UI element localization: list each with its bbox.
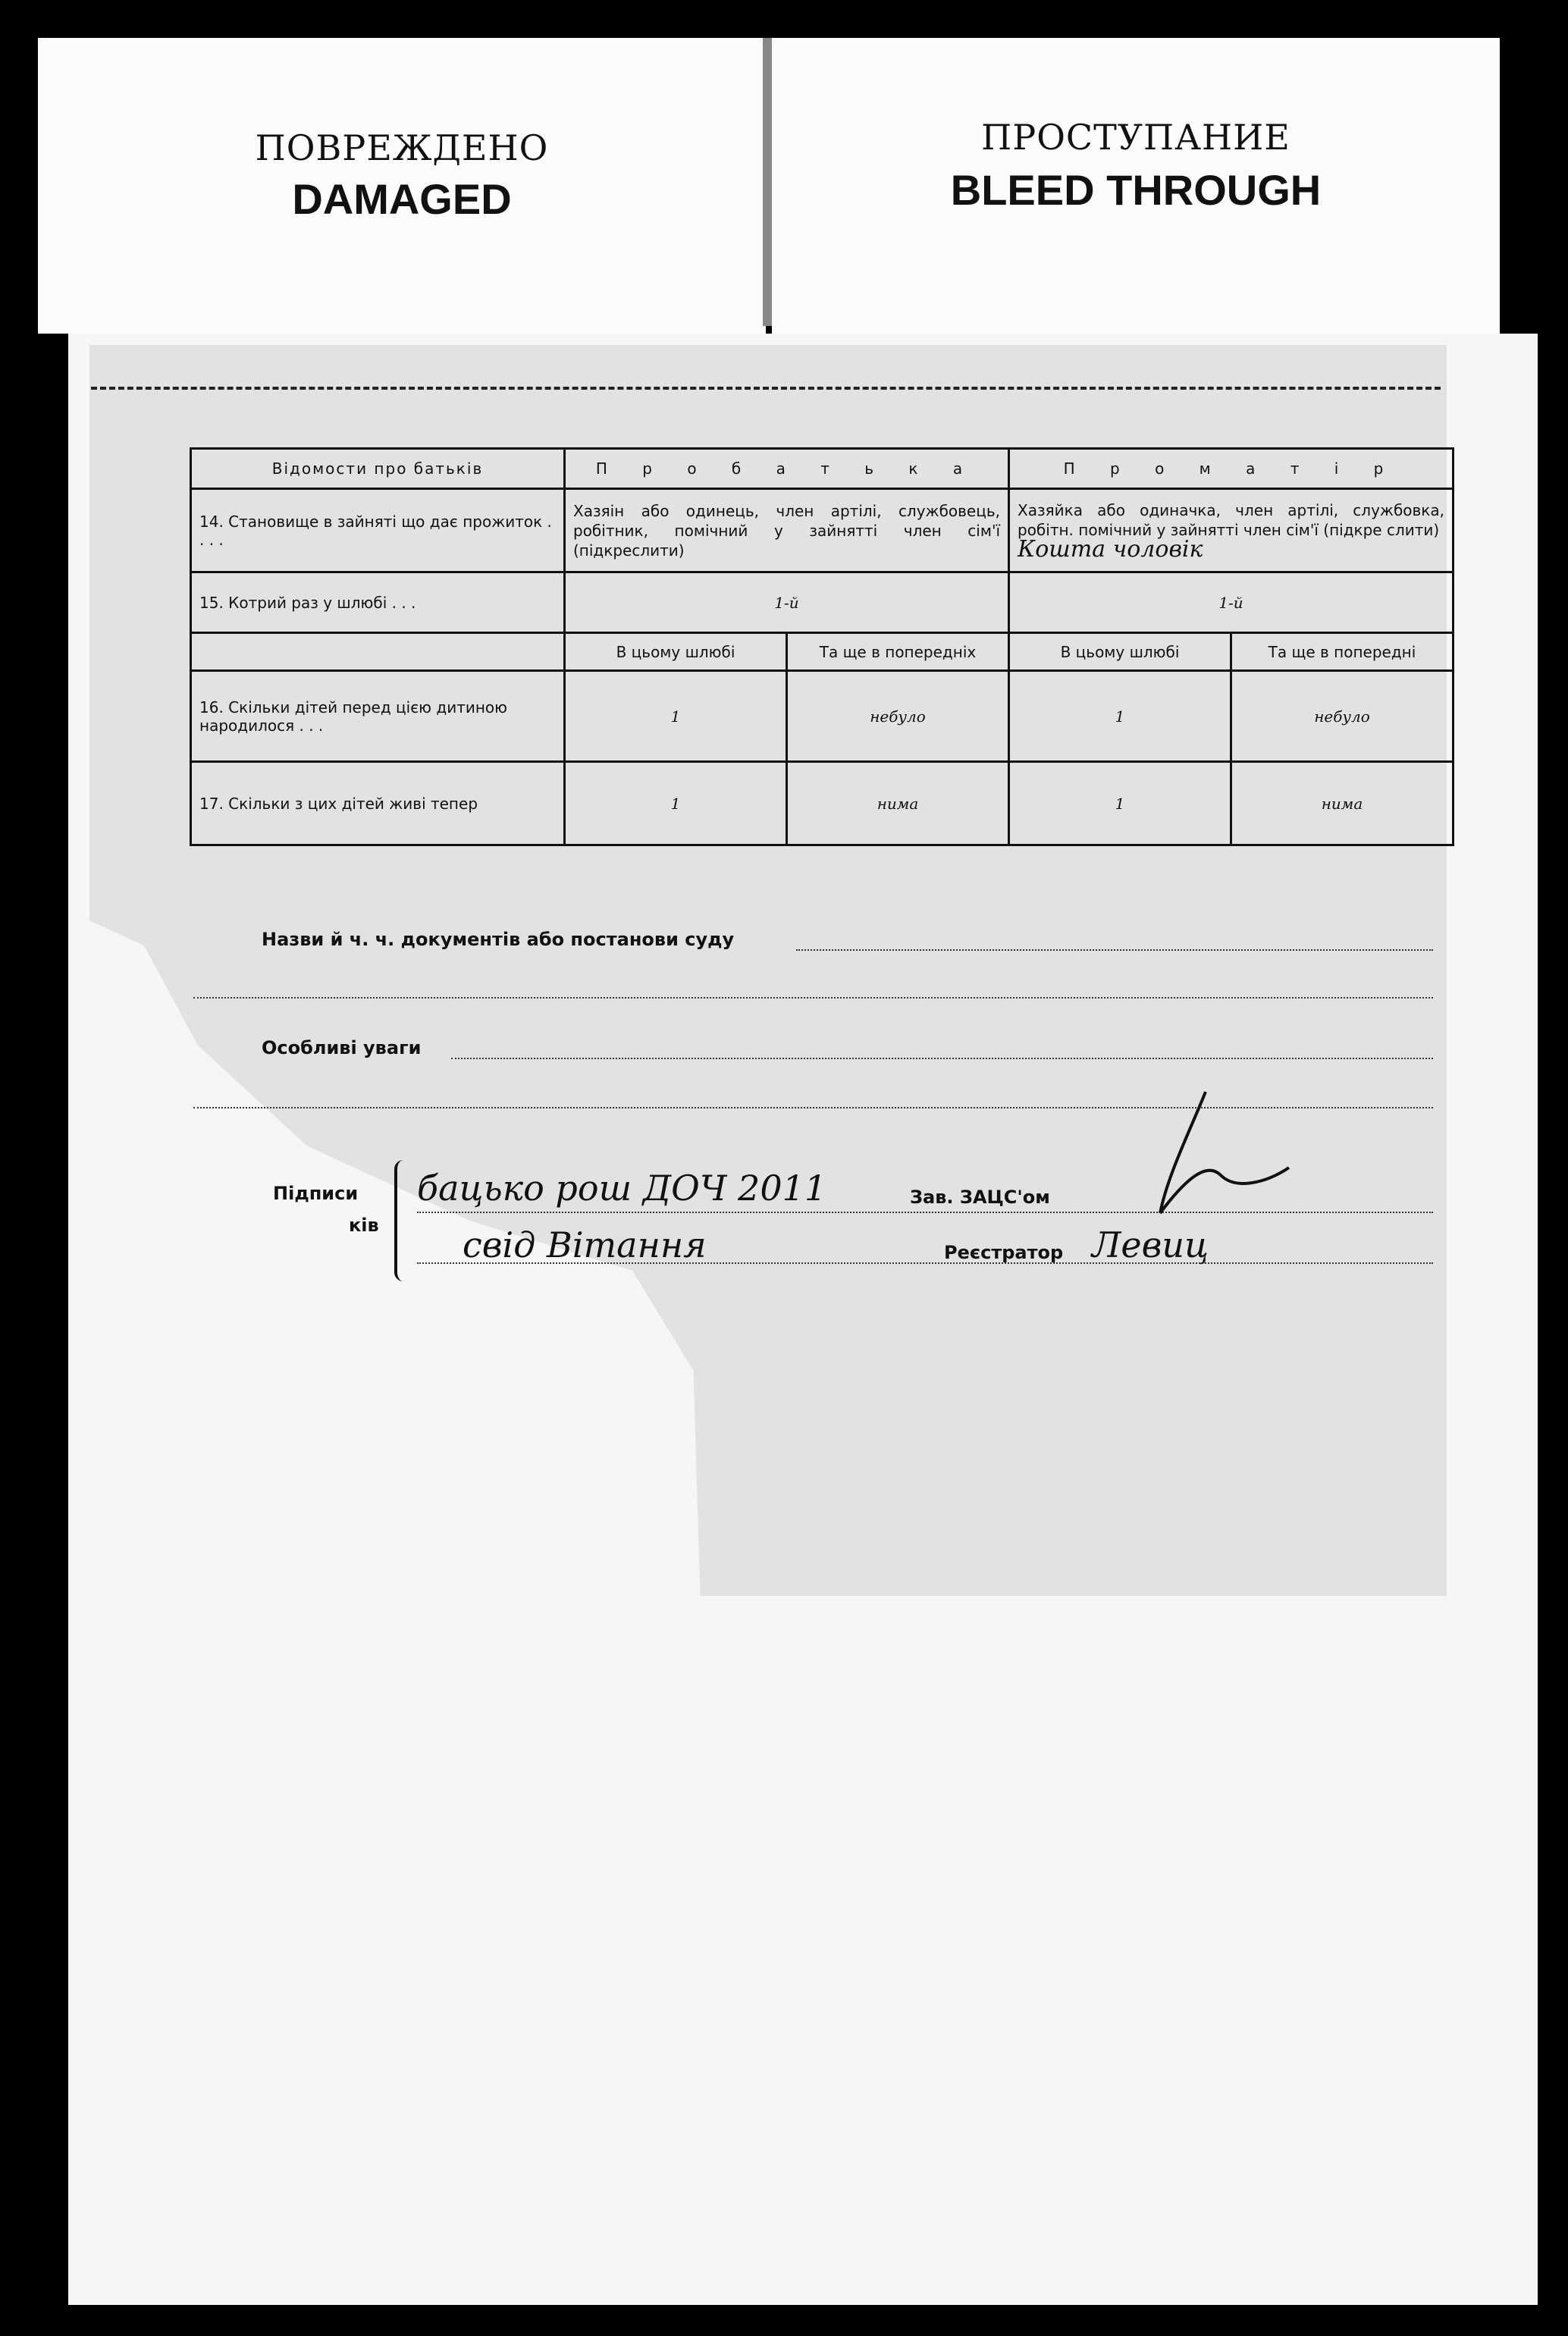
row-15-label: 15. Котрий раз у шлюбі . . . [191,572,565,633]
signature-dotted-line-2 [417,1262,1433,1264]
damaged-label-card [38,38,766,334]
row-17-father-prev: нима [787,762,1009,845]
parents-info-table [190,447,1454,846]
row-14 [191,489,1454,572]
subheader-father-prev: Та ще в попередніх [787,633,1009,671]
special-notes-label: Особливі уваги [262,1037,422,1058]
row-15 [191,572,1454,633]
row-15-father: 1-й [565,572,1009,633]
head-zags-label: Зав. ЗАЦС'ом [910,1187,1050,1208]
notes-dotted-line [451,1058,1433,1059]
signatures-label-top: Підписи [273,1183,359,1204]
row-17 [191,762,1454,845]
documents-dotted-line-2 [193,997,1433,999]
signatures-label-bottom: ків [349,1215,379,1236]
registrar-signature: Левиц [1092,1224,1209,1265]
row-15-mother: 1-й [1009,572,1454,633]
row-17-label: 17. Скільки з цих дітей живі тепер [191,762,565,845]
head-signature [1115,1084,1297,1236]
subheader-empty [191,633,565,671]
documents-label: Назви й ч. ч. документів або постанови суду [262,929,735,950]
registrar-label: Реєстратор [944,1242,1064,1263]
damaged-label-ru: ПОВРЕЖДЕНО [255,127,549,168]
damaged-label-en: DAMAGED [292,175,512,223]
row-14-label: 14. Становище в зайняті що дає прожиток . . . . [191,489,565,572]
row-16-father-this: 1 [565,671,787,762]
row-17-mother-prev: нима [1231,762,1454,845]
row-16-mother-prev: небуло [1231,671,1454,762]
subheader-mother-prev: Та ще в попередні [1231,633,1454,671]
row-14-mother-handwriting: Кошта чоловік [1018,535,1203,563]
row-16-label: 16. Скільки дітей перед цією дитиною народилося . . . [191,671,565,762]
parent-signature-2: свід Вітання [463,1224,707,1265]
table-header-row [191,449,1454,489]
row-16-father-prev: небуло [787,671,1009,762]
bleed-through-label-en: BLEED THROUGH [950,166,1322,214]
row-14-father: Хазяін або одинець, член артілі, службовець, робітник, помічний у зайнятті член сім'ї (підкреслити) [565,489,1009,572]
row-17-father-this: 1 [565,762,787,845]
bleed-through-label-ru: ПРОСТУПАНИЕ [981,117,1290,158]
subheader-mother-this: В цьому шлюбі [1009,633,1231,671]
row-14-mother-text: Хазяйка або одиначка, член артілі, службовка, робітн. помічний у зайнятті член сім'ї (підкре слити) [1018,500,1444,539]
row-14-mother [1009,489,1454,572]
signatures-brace [394,1160,412,1281]
tear-off-line [91,387,1441,390]
signatures-label [273,1183,379,1236]
row-16-mother-this: 1 [1009,671,1231,762]
subheader-row [191,633,1454,671]
row-16 [191,671,1454,762]
bleed-through-label-card [772,38,1500,334]
header-mother: П р о м а т і р [1009,449,1454,489]
subheader-father-this: В цьому шлюбі [565,633,787,671]
documents-dotted-line [796,949,1433,951]
header-father: П р о б а т ь к а [565,449,1009,489]
row-17-mother-this: 1 [1009,762,1231,845]
header-parents-info: Відомости про батьків [191,449,565,489]
parent-signature-1: бацько рош ДОЧ 2011 [417,1168,827,1209]
